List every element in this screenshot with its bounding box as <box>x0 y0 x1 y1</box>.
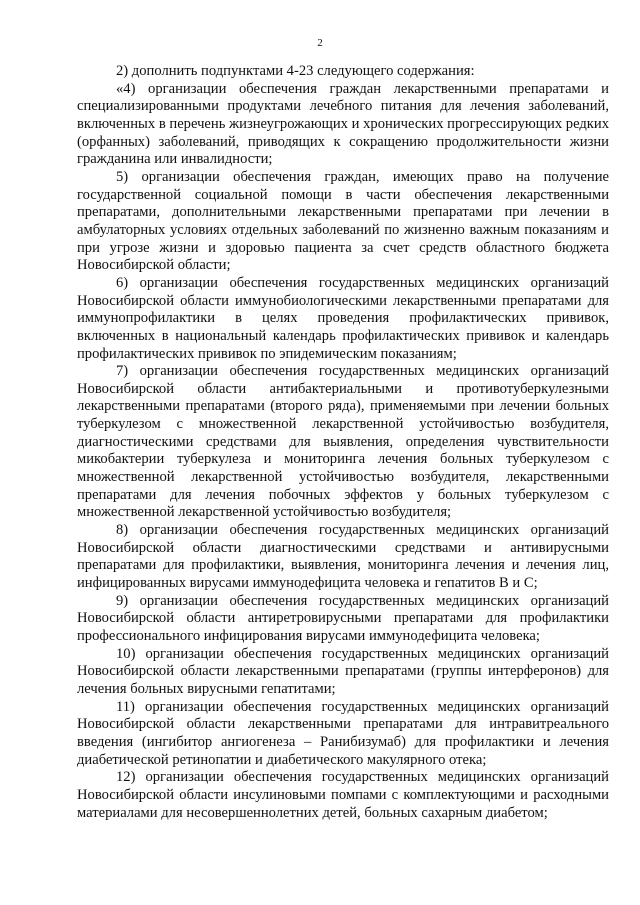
paragraph-subitem-10: 10) организации обеспечения государственных медицинских организаций Новосибирской области лекарственными препаратами (группы интерферонов) для лечения больных вирусными гепатитами; <box>77 645 609 697</box>
paragraph-subitem-4: «4) организации обеспечения граждан лекарственными препаратами и специализированными продуктами лечебного питания для лечения заболеваний, включенных в перечень жизнеугрожающих и хронических прогрессирующих редких (орфанных) заболеваний, приводящих к сокращению продолжительности жизни гражданина или инвалидности; <box>77 80 609 168</box>
document-body <box>77 63 609 822</box>
paragraph-item-2: 2) дополнить подпунктами 4-23 следующего содержания: <box>116 63 475 79</box>
paragraph-subitem-9: 9) организации обеспечения государственных медицинских организаций Новосибирской области антиретровирусными препаратами для профилактики профессионального инфицирования вирусами иммунодефицита человека; <box>77 592 609 644</box>
page-number: 2 <box>317 37 323 49</box>
paragraph-subitem-5: 5) организации обеспечения граждан, имеющих право на получение государственной социальной помощи в части обеспечения лекарственными препаратами, дополнительными лекарственными препаратами при лечении в амбулаторных условиях отдельных заболеваний по жизненно важным показаниям и при угрозе жизни и здоровью пациента за счет средств областного бюджета Новосибирской области; <box>77 168 609 274</box>
paragraph-subitem-12: 12) организации обеспечения государственных медицинских организаций Новосибирской области инсулиновыми помпами с комплектующими и расходными материалами для несовершеннолетних детей, больных сахарным диабетом; <box>77 769 609 821</box>
paragraph-subitem-11: 11) организации обеспечения государственных медицинских организаций Новосибирской области лекарственными препаратами для интравитреального введения (ингибитор ангиогенеза – Ранибизумаб) для профилактики и лечения диабетической ретинопатии и диабетического макулярного отека; <box>77 698 609 768</box>
paragraph-subitem-8: 8) организации обеспечения государственных медицинских организаций Новосибирской области диагностическими средствами и антивирусными препаратами для профилактики, выявления, мониторинга лечения и лечения лиц, инфицированных вирусами иммунодефицита человека и гепатитов B и C; <box>77 522 609 592</box>
paragraph-subitem-6: 6) организации обеспечения государственных медицинских организаций Новосибирской области иммунобиологическими лекарственными препаратами для иммунопрофилактики в целях проведения профилактических прививок, включенных в национальный календарь профилактических прививок и календарь профилактических прививок по эпидемическим показаниям; <box>77 274 609 362</box>
paragraph-subitem-7: 7) организации обеспечения государственных медицинских организаций Новосибирской области антибактериальными и противотуберкулезными лекарственными препаратами (второго ряда), применяемыми при лечении больных туберкулезом с множественной лекарственной устойчивостью возбудителя, диагностическими средствами для выявления, определения чувствительности микобактерии туберкулеза и мониторинга лечения больных туберкулезом с множественной лекарственной устойчивостью возбудителя, лекарственными препаратами для лечения побочных эффектов у больных туберкулезом с множественной лекарственной устойчивостью возбудителя; <box>77 363 609 521</box>
